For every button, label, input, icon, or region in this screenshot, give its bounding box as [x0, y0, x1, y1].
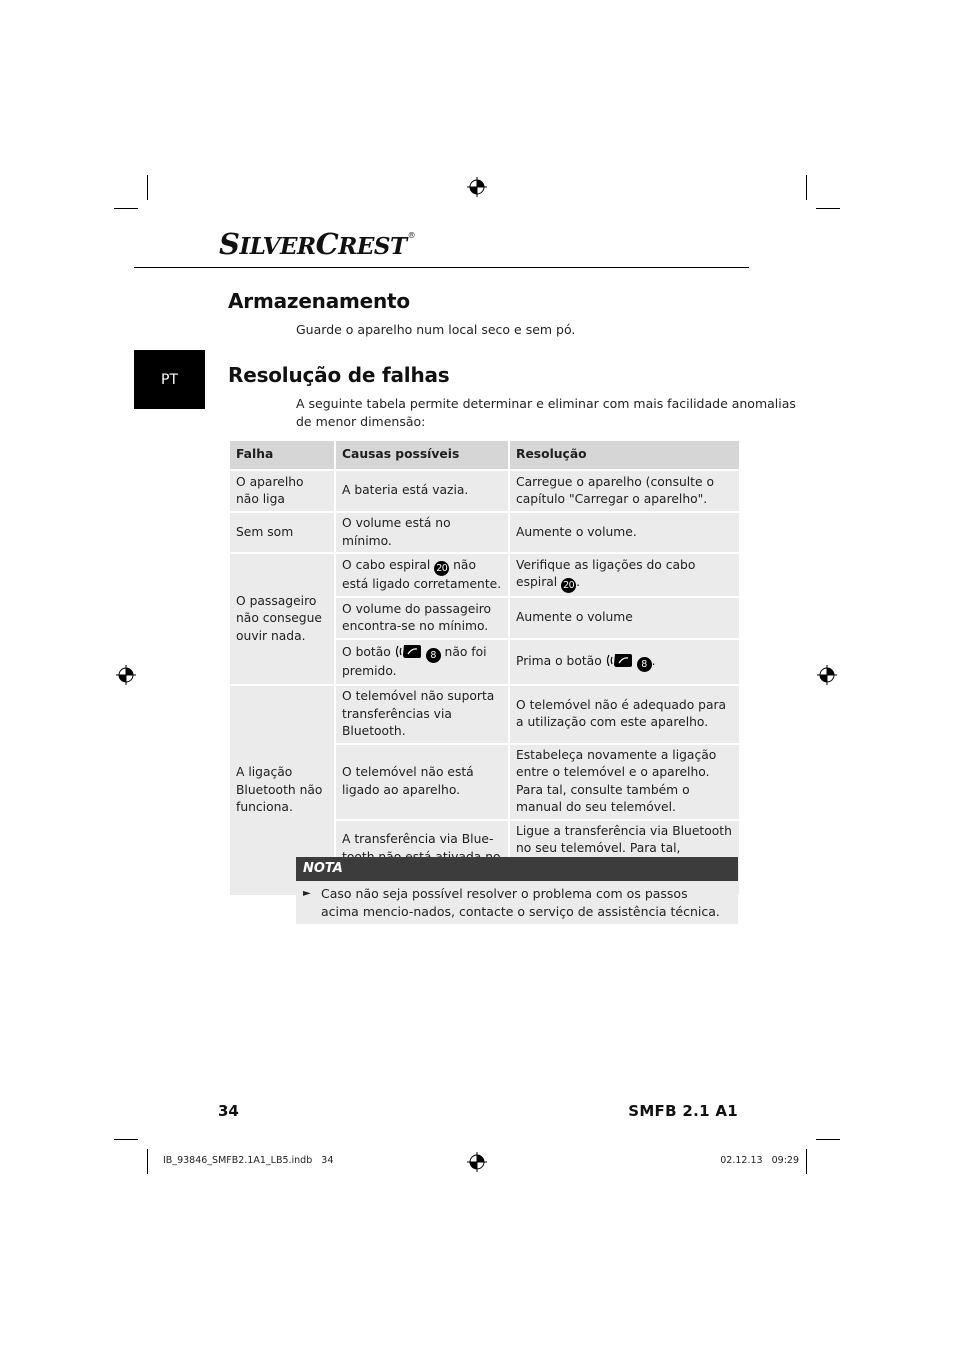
column-header-fault: Falha — [229, 440, 335, 470]
solution-cell: Carregue o aparelho (consulte o capítulo "Carregar o aparelho". — [509, 470, 740, 512]
page-number: 34 — [218, 1102, 239, 1120]
solution-cell: Verifique as ligações do cabo espiral 20 . — [509, 553, 740, 597]
cause-cell: A transferência via Blue- — [335, 820, 509, 896]
table-row — [229, 553, 740, 597]
language-tab-label: PT — [161, 371, 178, 388]
solution-cell: O telemóvel não é adequado para a utilização com este aparelho. — [509, 685, 740, 744]
cause-cell: O volume do passageiro encontra-se no mínimo. — [335, 597, 509, 639]
solution-cell: Estabeleça novamente a ligação entre o telemóvel e o aparelho. Para tal, consulte também o manual do seu telemóvel. — [509, 744, 740, 820]
table-row — [229, 470, 740, 512]
crop-mark — [114, 1139, 138, 1140]
table-row — [229, 512, 740, 553]
storage-text: Guarde o aparelho num local seco e sem pó. — [296, 322, 576, 337]
part-number-badge: 20 — [436, 562, 448, 574]
brand-logo: SILVERCREST® — [219, 227, 416, 261]
column-header-cause: Causas possíveis — [335, 440, 509, 470]
note-text: Caso não seja possível resolver o problema com os passos acima mencio-nados, contacte o serviço de assistência técnica. — [321, 886, 720, 919]
crop-mark — [147, 175, 148, 200]
table-header-row — [229, 440, 740, 470]
model-number: SMFB 2.1 A1 — [628, 1102, 738, 1120]
registration-mark-icon — [116, 665, 136, 685]
crop-mark — [114, 208, 138, 209]
cause-cell: A bateria está vazia. — [335, 470, 509, 512]
part-number-badge: 20 — [563, 580, 575, 592]
fault-cell: Sem som — [229, 512, 335, 553]
fault-cell: O passageiro não consegue ouvir nada. — [229, 553, 335, 685]
solution-cell: Aumente o volume — [509, 597, 740, 639]
intro-line: A seguinte tabela permite determinar e eliminar com mais facilidade anomalias — [296, 396, 796, 411]
solution-cell: Prima o botão 8 . — [509, 639, 740, 685]
intro-line: de menor dimensão: — [296, 413, 426, 429]
fault-cell: A ligação Bluetooth não funciona. — [229, 685, 335, 896]
print-slug-file: IB_93846_SMFB2.1A1_LB5.indb 34 — [163, 1155, 334, 1166]
fault-cell: O aparelho não liga — [229, 470, 335, 512]
crop-mark — [816, 208, 840, 209]
troubleshooting-intro — [296, 395, 796, 430]
cause-cell: O telemóvel não suporta transferências via Bluetooth. — [335, 685, 509, 744]
solution-cell: Aumente o volume. — [509, 512, 740, 553]
bullet-arrow-icon: ► — [303, 888, 311, 899]
header-rule — [134, 267, 749, 268]
column-header-solution: Resolução — [509, 440, 740, 470]
crop-mark — [806, 175, 807, 200]
cause-cell: O telemóvel não está ligado ao aparelho. — [335, 744, 509, 820]
storage-heading: Armazenamento — [228, 289, 410, 313]
cause-cell: O volume está no mínimo. — [335, 512, 509, 553]
part-number-badge: 8 — [426, 648, 441, 663]
language-tab — [134, 350, 205, 409]
note-title: NOTA — [296, 857, 738, 881]
solution-cell: Ligue a transferência via Bluetooth no seu telemóvel. Para tal, — [509, 820, 740, 896]
registration-mark-icon — [817, 665, 837, 685]
registration-mark-icon — [467, 177, 487, 197]
table-row — [229, 685, 740, 744]
note-body — [296, 881, 738, 924]
print-slug-date: 02.12.13 09:29 — [720, 1155, 799, 1166]
part-number-badge: 8 — [637, 657, 652, 672]
cause-cell: O botão 8 não foi premido. — [335, 639, 509, 685]
headset-button-icon — [395, 644, 422, 659]
crop-mark — [147, 1149, 148, 1174]
crop-mark — [816, 1139, 840, 1140]
registration-mark-icon — [467, 1152, 487, 1172]
troubleshooting-table — [228, 439, 741, 897]
troubleshooting-heading: Resolução de falhas — [228, 363, 450, 387]
cause-cell: O cabo espiral 20 não está ligado corretamente. — [335, 553, 509, 597]
headset-button-icon — [606, 653, 633, 668]
crop-mark — [806, 1149, 807, 1174]
